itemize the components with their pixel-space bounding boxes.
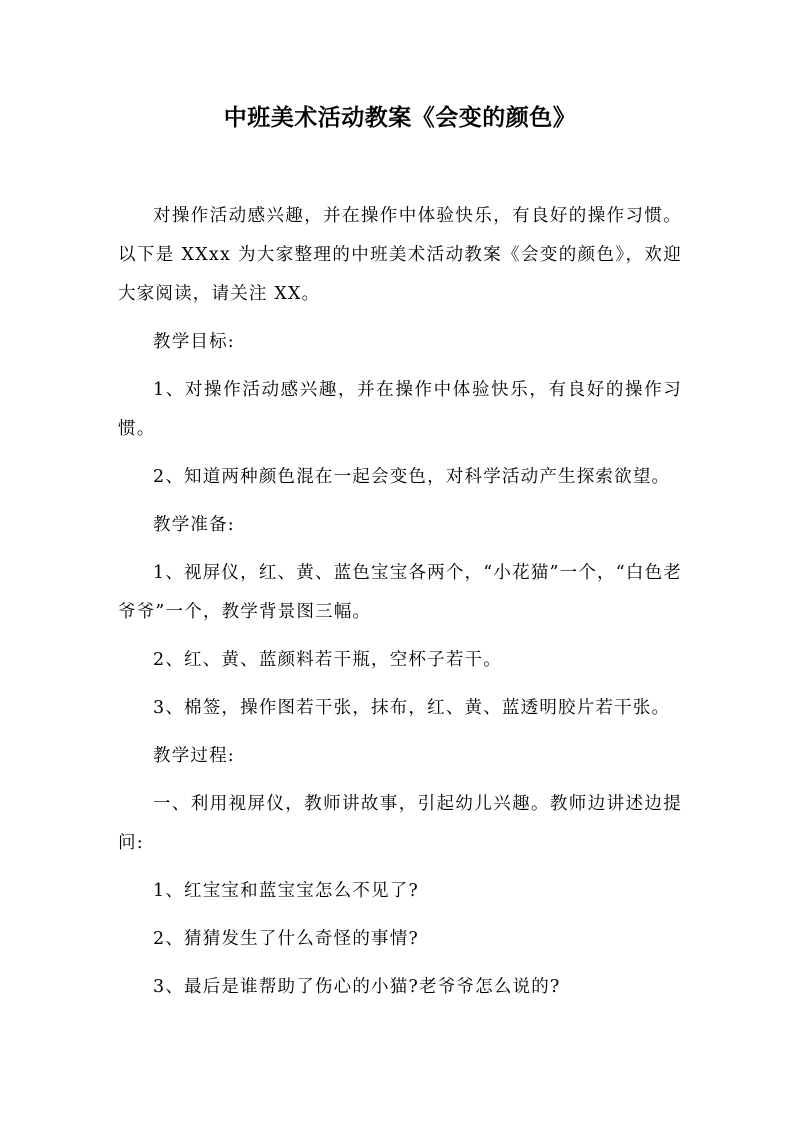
intro-paragraph: 对操作活动感兴趣，并在操作中体验快乐，有良好的操作习惯。以下是 XXxx 为大家整理的中班美术活动教案《会变的颜色》，欢迎大家阅读，请关注 XX。 [118,206,682,304]
section-heading-goals: 教学目标: [153,332,235,352]
goal-item: 2、知道两种颜色混在一起会变色，对科学活动产生探索欲望。 [153,467,671,487]
section-heading-preparation: 教学准备: [153,515,235,535]
preparation-item: 2、红、黄、蓝颜料若干瓶，空杯子若干。 [153,650,502,670]
document-title: 中班美术活动教案《会变的颜色》 [223,105,577,131]
process-step: 一、利用视屏仪，教师讲故事，引起幼儿兴趣。教师边讲述边提问: [118,794,682,853]
process-question: 1、红宝宝和蓝宝宝怎么不见了? [153,881,420,901]
document-body [118,197,682,1007]
preparation-item: 1、视屏仪，红、黄、蓝色宝宝各两个，“小花猫”一个，“白色老爷爷”一个，教学背景图三幅。 [118,563,682,622]
section-heading-process: 教学过程: [153,746,235,766]
process-question: 2、猜猜发生了什么奇怪的事情? [153,929,420,949]
goal-item: 1、对操作活动感兴趣，并在操作中体验快乐，有良好的操作习惯。 [118,380,682,439]
preparation-item: 3、棉签，操作图若干张，抹布，红、黄、蓝透明胶片若干张。 [153,698,671,718]
process-question: 3、最后是谁帮助了伤心的小猫?老爷爷怎么说的? [153,977,561,997]
